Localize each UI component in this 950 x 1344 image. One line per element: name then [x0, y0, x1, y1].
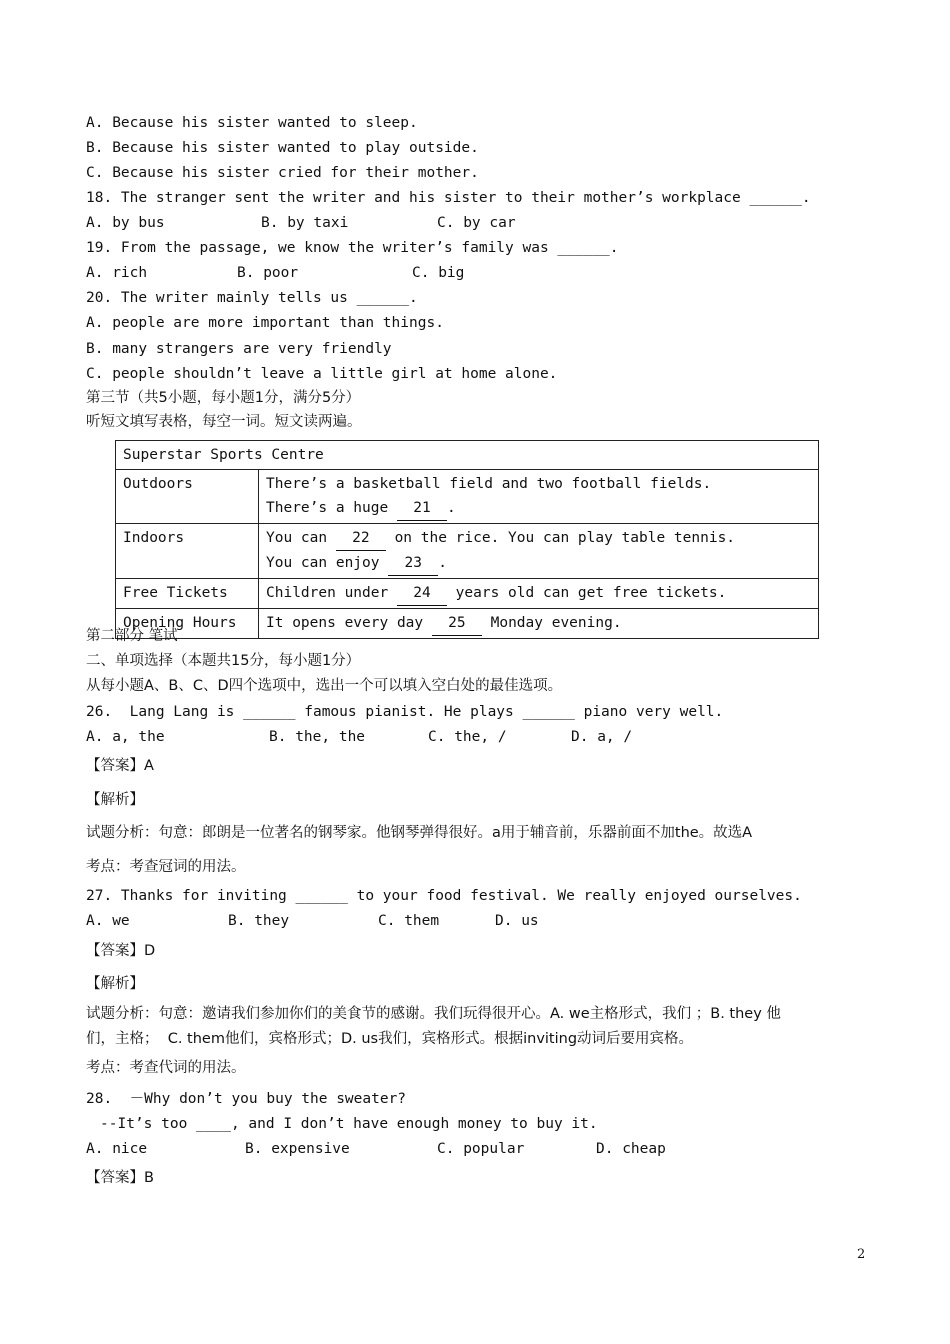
q19-option-a: A. rich: [86, 265, 148, 281]
indoors-label: Indoors: [116, 524, 259, 579]
sports-centre-table: [115, 440, 819, 639]
indoors-cell: You can 22 on the rice. You can play table tennis. You can enjoy 23 .: [259, 524, 819, 579]
q18-stem: 18. The stranger sent the writer and his sister to their mother’s workplace ______.: [86, 190, 811, 206]
q28-option-a: A. nice: [86, 1141, 148, 1157]
q26-option-b: B. the, the: [269, 729, 366, 745]
q20-option-a: A. people are more important than things.: [86, 315, 444, 331]
section3-instruction: 听短文填写表格，每空一词。短文读两遍。: [86, 414, 362, 430]
q20-stem: 20. The writer mainly tells us ______.: [86, 290, 418, 306]
q28-option-b: B. expensive: [245, 1141, 350, 1157]
q27-option-a: A. we: [86, 913, 130, 929]
blank-23: 23: [388, 551, 438, 576]
table-row: [116, 609, 819, 639]
q26-option-c: C. the, /: [428, 729, 507, 745]
page-number: 2: [857, 1247, 866, 1262]
q26-stem: 26. Lang Lang is ______ famous pianist. He plays ______ piano very well.: [86, 704, 724, 720]
q26-answer: 【答案】A: [86, 758, 154, 774]
q27-kaodian: 考点：考查代词的用法。: [86, 1060, 246, 1076]
indoors-line-1a: You can: [266, 530, 336, 546]
q28-answer: 【答案】B: [86, 1170, 154, 1186]
q27-jiexi: 【解析】: [86, 976, 144, 992]
q19-stem: 19. From the passage, we know the writer’s family was ______.: [86, 240, 619, 256]
q18-option-a: A. by bus: [86, 215, 165, 231]
q18-option-b: B. by taxi: [261, 215, 349, 231]
indoors-line-1b: on the rice. You can play table tennis.: [385, 530, 736, 546]
q27-stem: 27. Thanks for inviting ______ to your food festival. We really enjoyed ourselves.: [86, 888, 802, 904]
q27-option-d: D. us: [495, 913, 539, 929]
tickets-cell: [259, 579, 819, 609]
q18-option-c: C. by car: [437, 215, 516, 231]
hours-cell: [259, 609, 819, 639]
q28-option-d: D. cheap: [596, 1141, 666, 1157]
q20-option-c: C. people shouldn’t leave a little girl at home alone.: [86, 366, 558, 382]
blank-22: 22: [336, 526, 386, 551]
outdoors-line-1: There’s a basketball field and two football fields.: [266, 476, 712, 492]
q27-option-b: B. they: [228, 913, 290, 929]
table-title: Superstar Sports Centre: [116, 441, 819, 470]
q28-line-2: --It’s too ____, and I don’t have enough money to buy it.: [100, 1116, 598, 1132]
outdoors-cell: There’s a basketball field and two football fields. There’s a huge 21 .: [259, 470, 819, 524]
q19-option-b: B. poor: [237, 265, 299, 281]
q19-option-c: C. big: [412, 265, 465, 281]
q27-answer: 【答案】D: [86, 943, 156, 959]
q17-option-a: A. Because his sister wanted to sleep.: [86, 115, 418, 131]
q27-option-c: C. them: [378, 913, 440, 929]
part2-section: 二、单项选择（本题共15分，每小题1分）: [86, 653, 361, 669]
table-row: [116, 524, 819, 579]
q26-kaodian: 考点：考查冠词的用法。: [86, 859, 246, 875]
section3-title: 第三节（共5小题，每小题1分，满分5分）: [86, 390, 361, 406]
q17-option-b: B. Because his sister wanted to play outside.: [86, 140, 479, 156]
q26-analysis: 试题分析：句意：郎朗是一位著名的钢琴家。他钢琴弹得很好。a用于辅音前，乐器前面不加the。故选A: [86, 825, 753, 841]
blank-21: 21: [397, 496, 447, 521]
hours-label: Opening Hours: [116, 609, 259, 639]
q26-option-a: A. a, the: [86, 729, 165, 745]
tickets-text-b: years old can get free tickets.: [446, 585, 727, 601]
tickets-label: Free Tickets: [116, 579, 259, 609]
q17-option-c: C. Because his sister cried for their mother.: [86, 165, 479, 181]
tickets-text-a: Children under: [266, 585, 397, 601]
q26-jiexi: 【解析】: [86, 792, 144, 808]
q28-line-1: 28. －Why don’t you buy the sweater?: [86, 1091, 407, 1107]
outdoors-line-2: There’s a huge: [266, 500, 397, 516]
q27-analysis-line-1: 试题分析：句意：邀请我们参加你们的美食节的感谢。我们玩得很开心。A. we主格形式，我们 ；B. they 他: [86, 1006, 781, 1022]
q20-option-b: B. many strangers are very friendly: [86, 341, 392, 357]
blank-24: 24: [397, 581, 447, 606]
part2-instruction: 从每小题A、B、C、D四个选项中，选出一个可以填入空白处的最佳选项。: [86, 678, 563, 694]
part2-title: 第二部分 笔试: [86, 628, 178, 644]
hours-text-b: Monday evening.: [481, 615, 622, 631]
blank-25: 25: [432, 611, 482, 636]
table-row: [116, 441, 819, 470]
table-row: [116, 470, 819, 524]
outdoors-label: Outdoors: [116, 470, 259, 524]
q26-option-d: D. a, /: [571, 729, 633, 745]
q28-option-c: C. popular: [437, 1141, 525, 1157]
hours-text-a: It opens every day: [266, 615, 432, 631]
q27-analysis-line-2: 们，主格； C. them他们，宾格形式；D. us我们，宾格形式。根据inviting动词后要用宾格。: [86, 1031, 694, 1047]
indoors-line-2: You can enjoy: [266, 555, 389, 571]
table-row: [116, 579, 819, 609]
